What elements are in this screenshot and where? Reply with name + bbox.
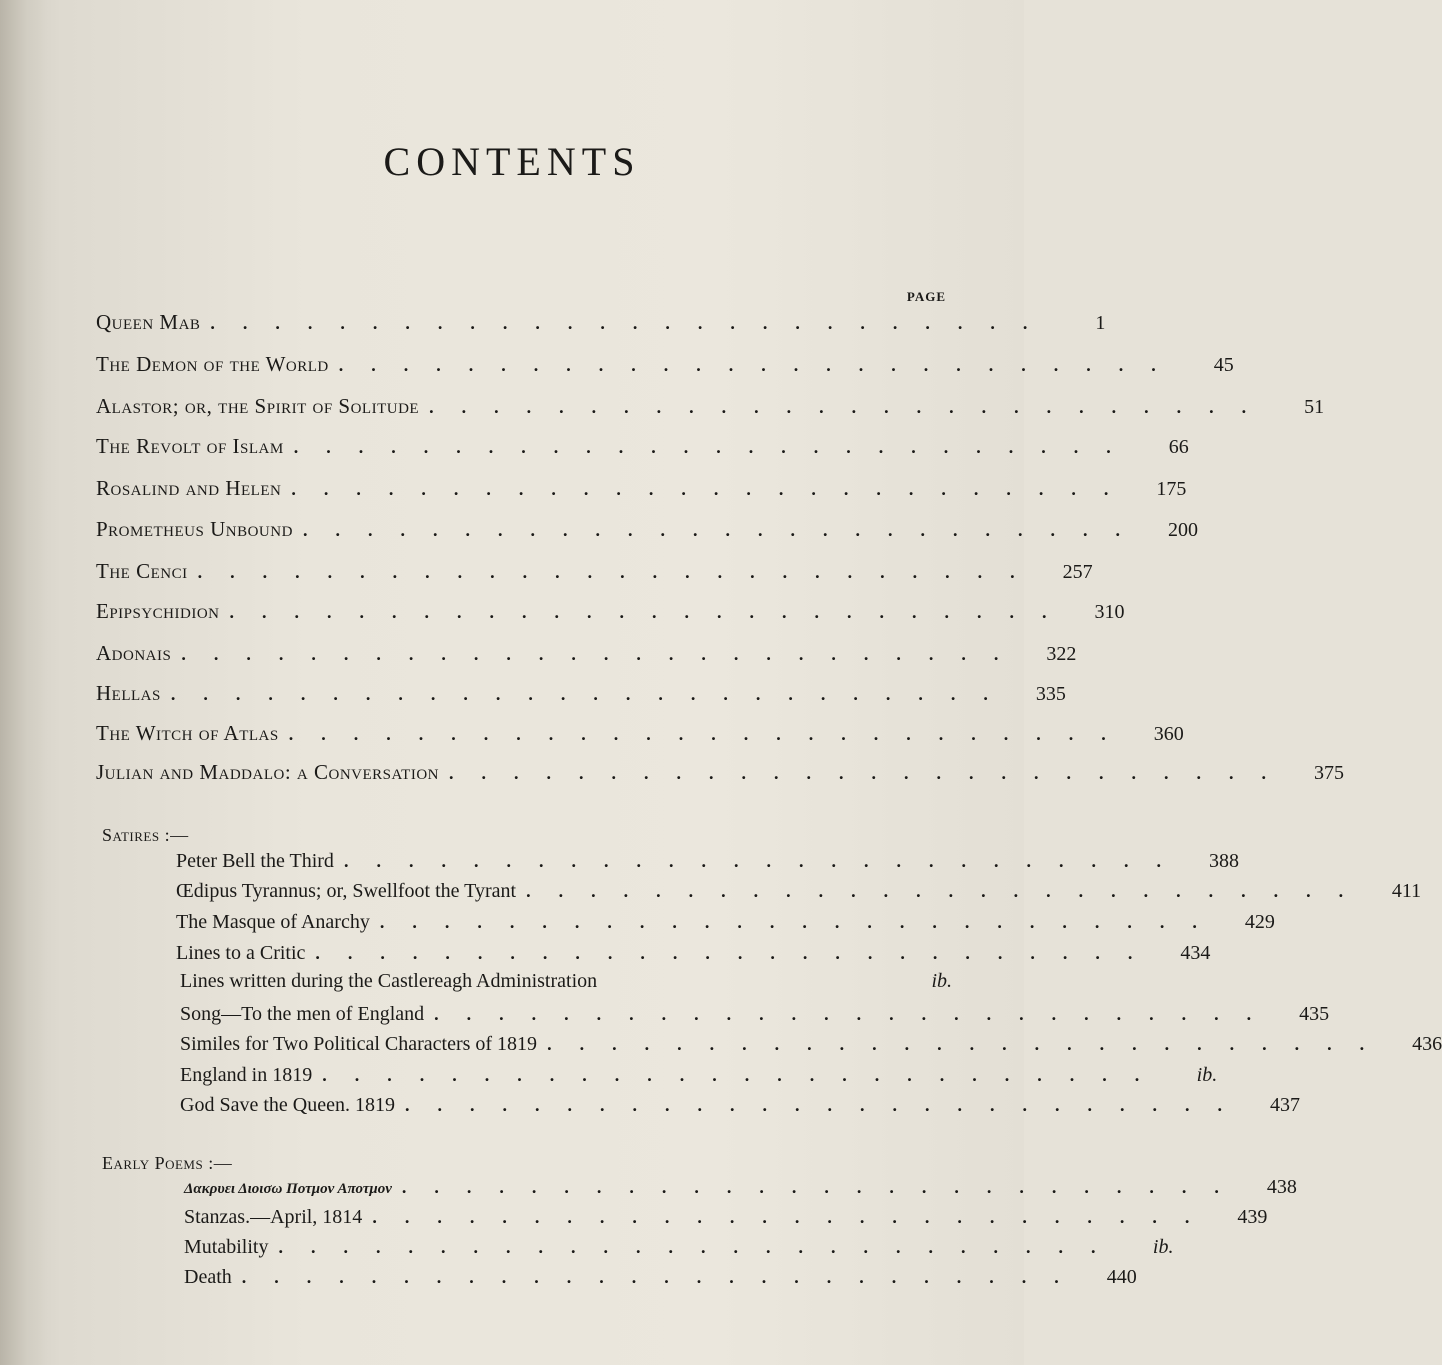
- toc-entry-page: 360: [1153, 723, 1184, 745]
- toc-entry-title: God Save the Queen. 1819: [180, 1094, 395, 1116]
- dot-leader: ..........................: [338, 355, 1184, 375]
- toc-entry-title: The Revolt of Islam: [96, 434, 284, 458]
- dot-leader: ..........................: [404, 1095, 1250, 1115]
- toc-entry-page: 440: [1106, 1266, 1137, 1288]
- toc-subentry: [176, 942, 1211, 972]
- page-column-header: PAGE: [906, 289, 946, 304]
- toc-entry-page: 438: [1266, 1176, 1297, 1198]
- toc-entry-page: 436: [1412, 1033, 1442, 1055]
- dot-leader: ..........................: [291, 479, 1137, 499]
- toc-subentry: [184, 1206, 1268, 1236]
- toc-entry-page: 388: [1208, 850, 1239, 872]
- toc-subentry: [180, 1064, 1218, 1094]
- toc-entry-page: 1: [1095, 312, 1106, 334]
- toc-subentry: [180, 1033, 1442, 1063]
- toc-entry-title: Lines written during the Castlereagh Administration: [180, 970, 598, 992]
- toc-entry: [96, 681, 1066, 711]
- toc-entry-page: 411: [1391, 880, 1422, 902]
- page-title: CONTENTS: [383, 139, 641, 184]
- toc-entry-title: Song—To the men of England: [180, 1003, 425, 1025]
- dot-leader: ..........................: [322, 1065, 1168, 1085]
- dot-leader: ..........................: [229, 602, 1075, 622]
- section-heading-satires: Satires :—: [102, 825, 189, 845]
- toc-entry-title: The Cenci: [96, 559, 188, 583]
- toc-entry: [96, 352, 1234, 382]
- dot-leader: ..........................: [372, 1207, 1218, 1227]
- dot-leader: ..........................: [302, 520, 1148, 540]
- toc-entry-title: England in 1819: [180, 1064, 313, 1086]
- page-gutter: [0, 0, 46, 1365]
- toc-entry-page: 335: [1035, 683, 1066, 705]
- dot-leader: ..........................: [547, 1034, 1393, 1054]
- toc-entry-page: 434: [1180, 942, 1211, 964]
- toc-entry: [96, 760, 1344, 790]
- toc-entry-title: Queen Mab: [96, 310, 201, 334]
- toc-entry-title: Œdipus Tyrannus; or, Swellfoot the Tyrant: [176, 880, 517, 902]
- toc-entry-title: Similes for Two Political Characters of 1819: [180, 1033, 538, 1055]
- toc-subentry: [184, 1236, 1174, 1266]
- dot-leader: ..........................: [429, 397, 1275, 417]
- toc-entry: [96, 641, 1077, 671]
- toc-entry-title: Epipsychidion: [96, 599, 220, 623]
- dot-leader: ..........................: [526, 881, 1372, 901]
- section-heading-early-poems: Early Poems :—: [102, 1153, 233, 1173]
- dot-leader: ..........................: [401, 1177, 1247, 1197]
- toc-entry: [96, 559, 1093, 589]
- dot-leader: ..........................: [197, 562, 1043, 582]
- toc-entry-title: Prometheus Unbound: [96, 517, 293, 541]
- toc-entry: [96, 721, 1184, 751]
- toc-entry-page: 51: [1304, 396, 1325, 418]
- toc-entry-page: 45: [1213, 354, 1234, 376]
- toc-entry-page: 200: [1167, 519, 1198, 541]
- toc-entry-page: 322: [1046, 643, 1077, 665]
- toc-subentry: [184, 1266, 1137, 1296]
- toc-entry-page: 435: [1299, 1003, 1330, 1025]
- dot-leader: ..........................: [288, 724, 1134, 744]
- dot-leader: ..........................: [210, 313, 1056, 333]
- toc-entry-title: The Masque of Anarchy: [176, 911, 370, 933]
- toc-entry-title: Death: [184, 1266, 232, 1288]
- dot-leader: ..........................: [241, 1267, 1087, 1287]
- toc-subentry: [176, 850, 1239, 880]
- dot-leader: ..........................: [181, 644, 1027, 664]
- toc-entry-title: The Witch of Atlas: [96, 721, 279, 745]
- toc-entry-page: 439: [1237, 1206, 1268, 1228]
- dot-leader: ..........................: [449, 763, 1294, 783]
- toc-entry: [96, 476, 1187, 506]
- toc-entry-title: The Demon of the World: [96, 352, 329, 376]
- toc-entry-page: 175: [1156, 478, 1187, 500]
- toc-entry-title: Rosalind and Helen: [96, 476, 282, 500]
- dot-leader: ..........................: [170, 684, 1016, 704]
- toc-entry: [96, 434, 1189, 464]
- toc-entry-page: 257: [1062, 561, 1093, 583]
- toc-entry-title: Hellas: [96, 681, 161, 705]
- toc-entry-title: Alastor; or, the Spirit of Solitude: [96, 394, 420, 418]
- toc-entry: [96, 310, 1106, 340]
- toc-entry: [96, 599, 1125, 629]
- toc-entry: [96, 517, 1198, 547]
- toc-entry-page: 310: [1094, 601, 1125, 623]
- toc-subentry: [176, 880, 1422, 910]
- toc-entry-page: 375: [1314, 762, 1344, 784]
- toc-subentry: [180, 1094, 1300, 1124]
- toc-entry-title: Mutability: [184, 1236, 269, 1258]
- dot-leader: ..........................: [434, 1004, 1280, 1024]
- toc-entry-page: 429: [1244, 911, 1275, 933]
- toc-entry-title: Julian and Maddalo: a Conversation: [96, 760, 439, 784]
- toc-entry-title: Lines to a Critic: [176, 942, 306, 964]
- toc-entry-page: ib.: [931, 970, 952, 992]
- toc-entry-page: ib.: [1152, 1236, 1174, 1258]
- toc-subentry: [180, 970, 952, 1000]
- toc-entry-page: 437: [1269, 1094, 1300, 1116]
- toc-entry-title: Peter Bell the Third: [176, 850, 334, 872]
- toc-entry-title: Stanzas.—April, 1814: [184, 1206, 363, 1228]
- toc-entry-page: ib.: [1196, 1064, 1218, 1086]
- toc-entry-page: 66: [1168, 436, 1189, 458]
- dot-leader: ..........................: [379, 912, 1225, 932]
- toc-subentry: [184, 1176, 1297, 1206]
- toc-entry: [96, 394, 1325, 424]
- dot-leader: ..........................: [293, 437, 1139, 457]
- dot-leader: ..........................: [315, 943, 1161, 963]
- toc-entry-title: Adonais: [96, 641, 172, 665]
- dot-leader: ..........................: [278, 1237, 1124, 1257]
- toc-entry-title: Δακρυει Διοισω Ποτμον Αποτμον: [184, 1181, 392, 1197]
- dot-leader: ..........................: [343, 851, 1189, 871]
- toc-subentry: [180, 1003, 1330, 1033]
- toc-subentry: [176, 911, 1275, 941]
